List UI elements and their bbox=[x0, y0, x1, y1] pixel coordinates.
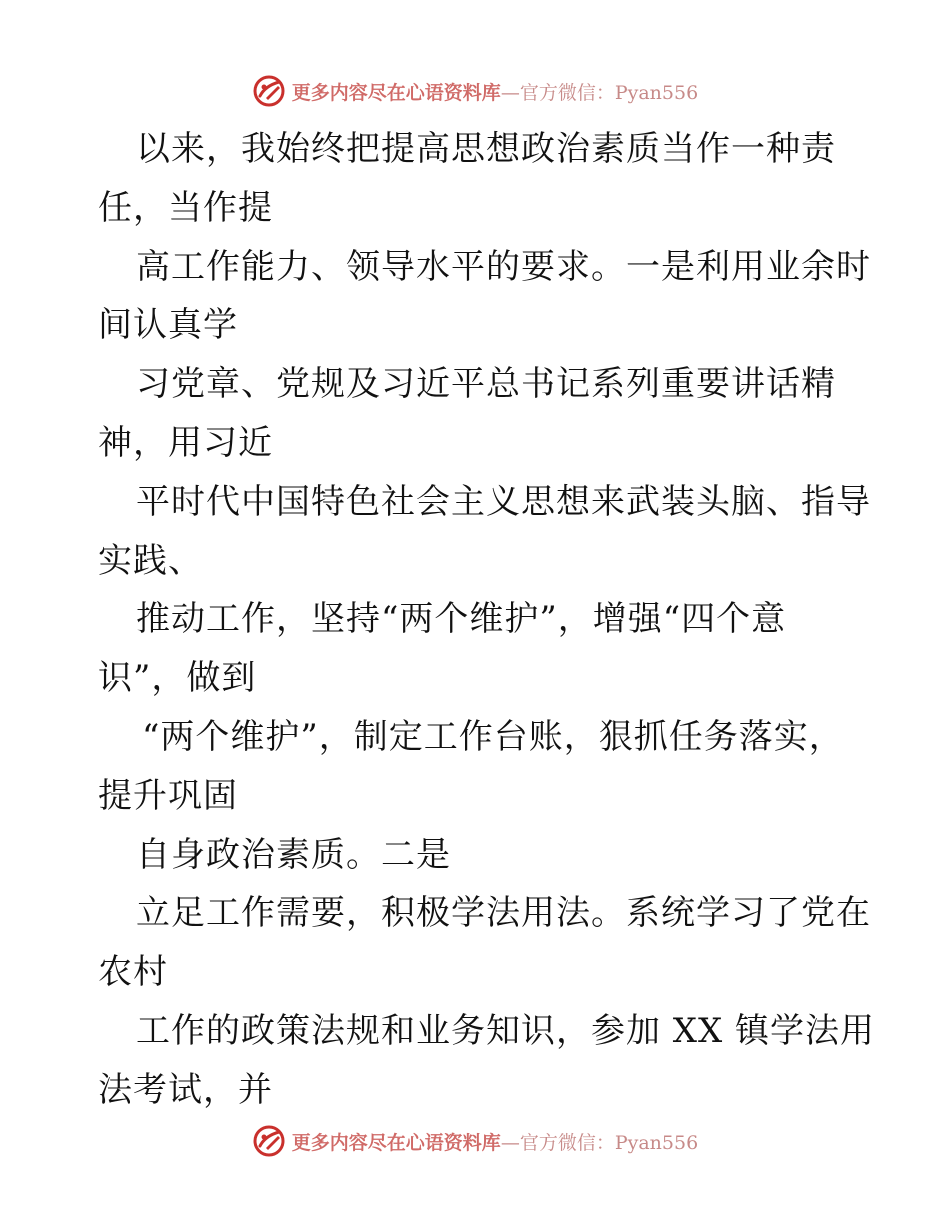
text-line: 自身政治素质。二是 bbox=[136, 834, 451, 875]
text-line: 以来，我始终把提高思想政治素质当作一种责 bbox=[136, 129, 836, 169]
header-watermark bbox=[0, 74, 950, 108]
watermark-text: 更多内容尽在心语资料库—官方微信：Pyan556 bbox=[291, 1131, 699, 1154]
watermark-text: 更多内容尽在心语资料库—官方微信：Pyan556 bbox=[291, 81, 699, 104]
pen-logo-icon bbox=[252, 74, 286, 108]
text-line: 习党章、党规及习近平总书记系列重要讲话精 bbox=[136, 364, 836, 405]
text-line: 法考试，并 bbox=[98, 1069, 273, 1110]
text-line: 立足工作需要，积极学法用法。系统学习了党在 bbox=[136, 893, 871, 934]
text-line: 间认真学 bbox=[98, 305, 238, 346]
text-line: 工作的政策法规和业务知识，参加 XX 镇学法用 bbox=[136, 1010, 876, 1051]
text-line: 农村 bbox=[98, 952, 168, 993]
text-line: “两个维护”，制定工作台账，狠抓任务落实， bbox=[142, 716, 844, 757]
text-line: 高工作能力、领导水平的要求。一是利用业余时 bbox=[136, 246, 871, 287]
text-line: 提升巩固 bbox=[98, 775, 238, 816]
pen-logo-icon bbox=[252, 1124, 286, 1158]
text-line: 任，当作提 bbox=[98, 187, 273, 228]
text-line: 实践、 bbox=[98, 540, 203, 581]
footer-watermark bbox=[0, 1124, 950, 1158]
text-line: 识”，做到 bbox=[98, 658, 257, 699]
text-line: 神，用习近 bbox=[98, 422, 273, 463]
text-line: 推动工作，坚持“两个维护”，增强“四个意 bbox=[136, 599, 787, 640]
text-line: 平时代中国特色社会主义思想来武装头脑、指导 bbox=[136, 481, 871, 522]
document-body bbox=[98, 120, 876, 1120]
